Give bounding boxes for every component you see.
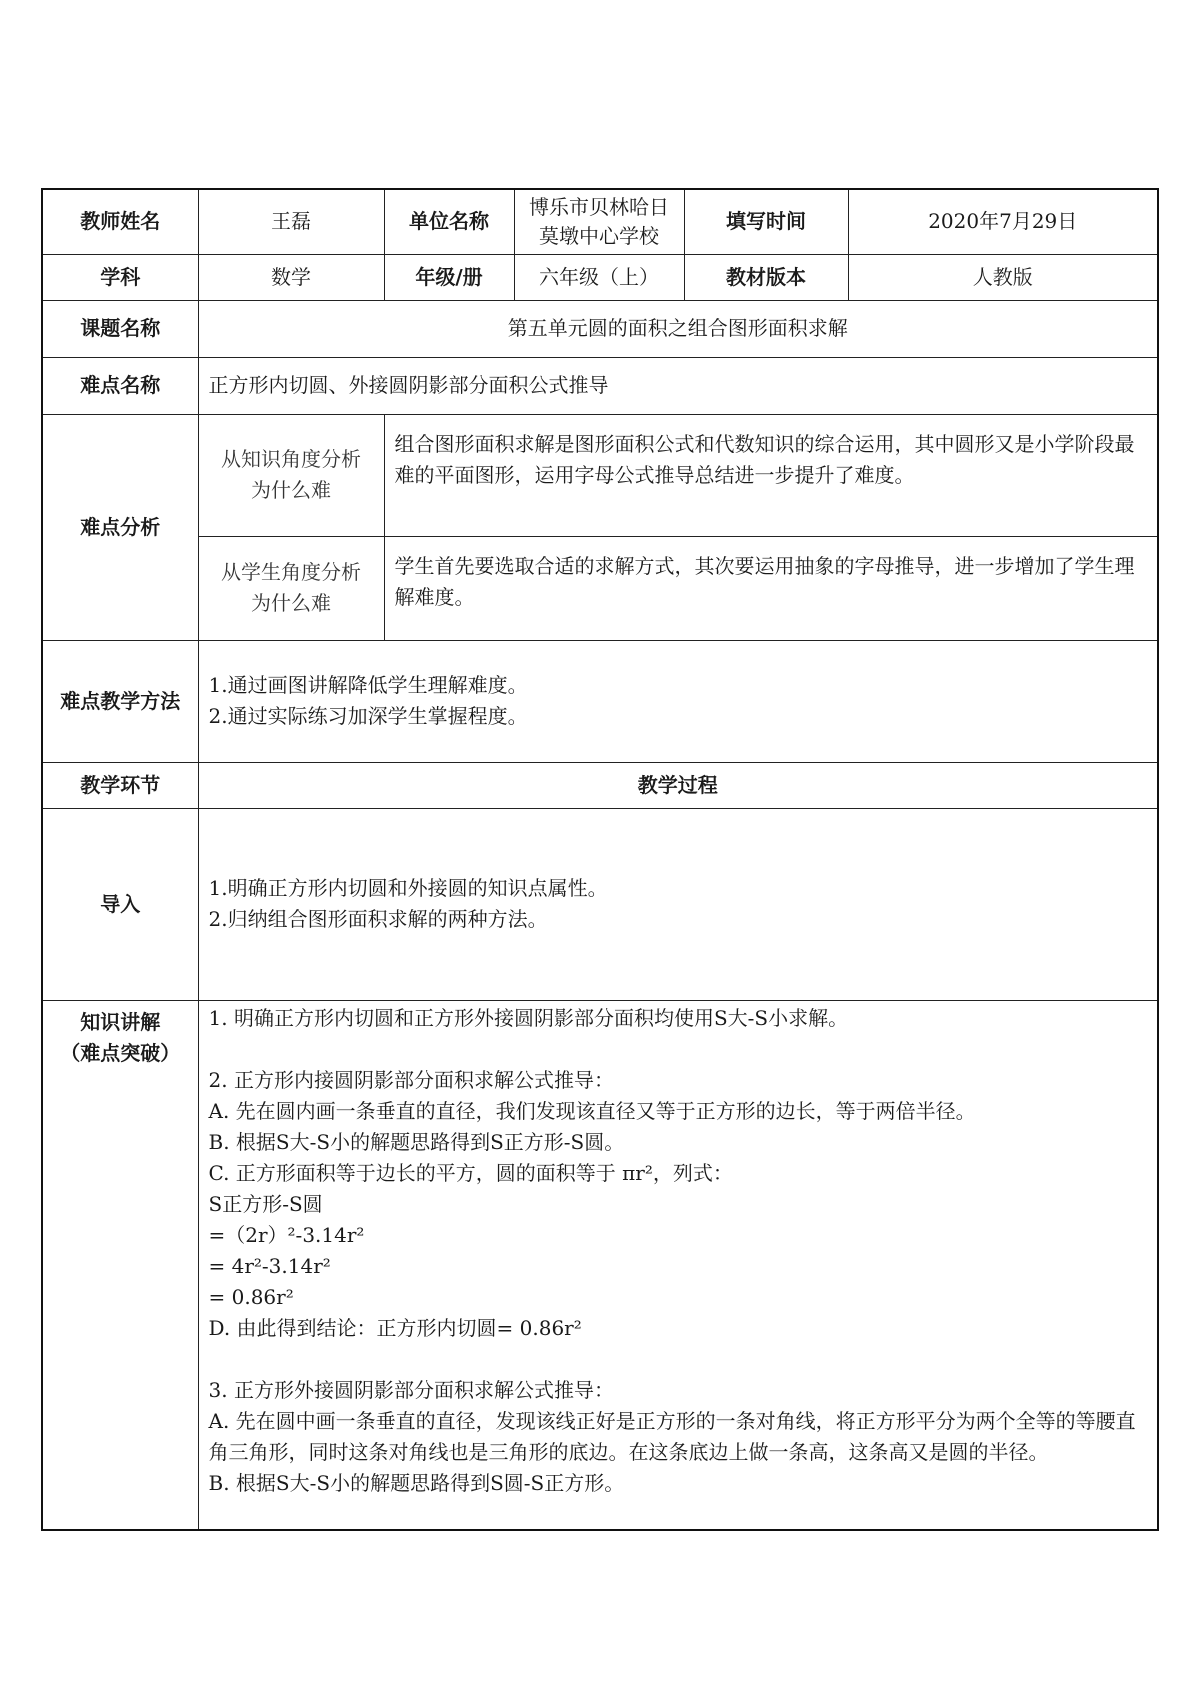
knowledge-angle-label	[198, 414, 384, 536]
formula-line: S正方形-S圆	[208, 1191, 323, 1216]
spacer	[209, 1034, 1148, 1065]
teacher-name: 王磊	[198, 189, 384, 254]
fill-date: 2020年7月29日	[848, 189, 1158, 254]
intro-item: 2.归纳组合图形面积求解的两种方法。	[208, 907, 548, 931]
unit-label: 单位名称	[384, 189, 514, 254]
process-stage-label: 教学环节	[42, 762, 198, 808]
row-subject-info	[42, 254, 1158, 300]
teacher-label: 教师姓名	[42, 189, 198, 254]
formula-line: = 4r²-3.14r²	[208, 1253, 331, 1278]
row-difficulty	[42, 357, 1158, 414]
knowledge-point-2-c: C. 正方形面积等于边长的平方，圆的面积等于 πr²，列式：	[208, 1160, 733, 1185]
knowledge-label-line1: 知识讲解	[80, 1009, 161, 1034]
edition-value: 人教版	[848, 254, 1158, 300]
method-list	[198, 640, 1158, 762]
method-item: 1.通过画图讲解降低学生理解难度。	[208, 673, 528, 697]
knowledge-label	[42, 1000, 198, 1530]
row-intro	[42, 808, 1158, 1000]
intro-list	[198, 808, 1158, 1000]
knowledge-angle-line2: 为什么难	[251, 478, 331, 502]
student-angle-label	[198, 536, 384, 640]
difficulty-value: 正方形内切圆、外接圆阴影部分面积公式推导	[198, 357, 1158, 414]
intro-label: 导入	[42, 808, 198, 1000]
knowledge-point-3-a: A. 先在圆中画一条垂直的直径，发现该线正好是正方形的一条对角线，将正方形平分为两个全等的等腰直角三角形，同时这条对角线也是三角形的底边。在这条底边上做一条高，这条高又是圆的半径。	[208, 1408, 1136, 1464]
subject-label: 学科	[42, 254, 198, 300]
knowledge-point-2-d: D. 由此得到结论：正方形内切圆= 0.86r²	[208, 1315, 582, 1340]
row-knowledge	[42, 1000, 1158, 1530]
edition-label: 教材版本	[684, 254, 848, 300]
formula-line: =（2r）²-3.14r²	[208, 1222, 365, 1247]
student-angle-line1: 从学生角度分析	[221, 560, 361, 584]
process-title: 教学过程	[198, 762, 1158, 808]
method-label: 难点教学方法	[42, 640, 198, 762]
analysis-label: 难点分析	[42, 414, 198, 640]
row-teacher-info	[42, 189, 1158, 254]
subject-value: 数学	[198, 254, 384, 300]
knowledge-angle-line1: 从知识角度分析	[221, 447, 361, 471]
intro-item: 1.明确正方形内切圆和外接圆的知识点属性。	[208, 876, 608, 900]
date-label: 填写时间	[684, 189, 848, 254]
student-angle-line2: 为什么难	[251, 591, 331, 615]
knowledge-point-3-title: 3. 正方形外接圆阴影部分面积求解公式推导：	[208, 1377, 614, 1402]
row-topic	[42, 300, 1158, 357]
method-item: 2.通过实际练习加深学生掌握程度。	[208, 704, 528, 728]
knowledge-point-2-b: B. 根据S大-S小的解题思路得到S正方形-S圆。	[208, 1129, 625, 1154]
difficulty-label: 难点名称	[42, 357, 198, 414]
lesson-plan-table	[41, 188, 1159, 1531]
row-method	[42, 640, 1158, 762]
knowledge-point-2-title: 2. 正方形内接圆阴影部分面积求解公式推导：	[208, 1067, 614, 1092]
grade-value: 六年级（上）	[514, 254, 684, 300]
row-process-header	[42, 762, 1158, 808]
knowledge-angle-text: 组合图形面积求解是图形面积公式和代数知识的综合运用，其中圆形又是小学阶段最难的平面图形，运用字母公式推导总结进一步提升了难度。	[384, 414, 1158, 536]
knowledge-point-1: 1. 明确正方形内切圆和正方形外接圆阴影部分面积均使用S大-S小求解。	[208, 1005, 849, 1030]
topic-value: 第五单元圆的面积之组合图形面积求解	[198, 300, 1158, 357]
knowledge-point-3-b: B. 根据S大-S小的解题思路得到S圆-S正方形。	[208, 1470, 625, 1495]
topic-label: 课题名称	[42, 300, 198, 357]
grade-label: 年级/册	[384, 254, 514, 300]
lesson-plan-sheet	[41, 188, 1157, 1531]
formula-line: = 0.86r²	[208, 1284, 294, 1309]
student-angle-text: 学生首先要选取合适的求解方式，其次要运用抽象的字母推导，进一步增加了学生理解难度。	[384, 536, 1158, 640]
knowledge-label-line2: （难点突破）	[60, 1040, 181, 1065]
unit-name: 博乐市贝林哈日莫墩中心学校	[514, 189, 684, 254]
knowledge-content	[198, 1000, 1158, 1530]
row-analysis-knowledge	[42, 414, 1158, 536]
spacer	[209, 1344, 1148, 1375]
knowledge-point-2-a: A. 先在圆内画一条垂直的直径，我们发现该直径又等于正方形的边长，等于两倍半径。	[208, 1098, 976, 1123]
row-analysis-student	[42, 536, 1158, 640]
